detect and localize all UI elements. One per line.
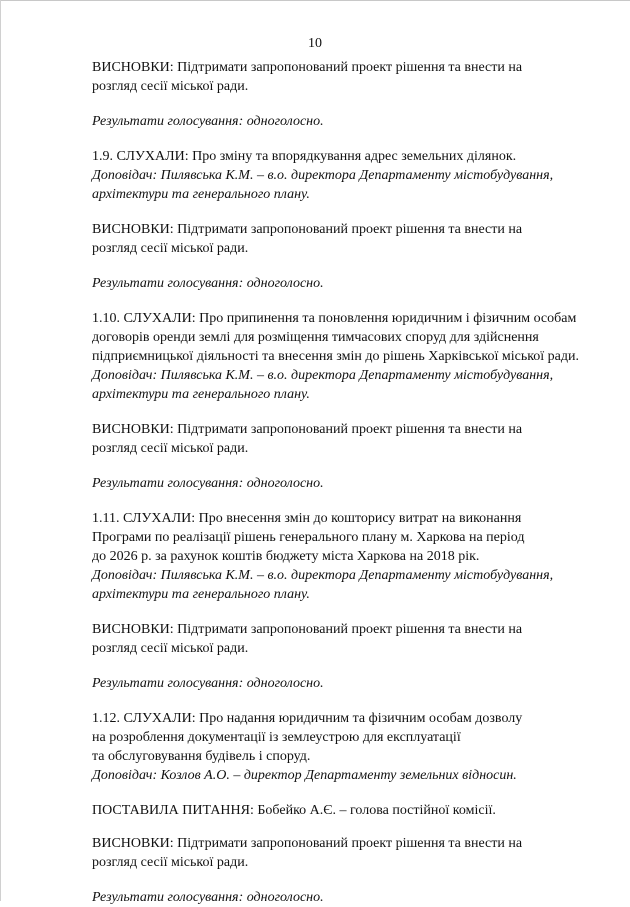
heard-line: 1.9. СЛУХАЛИ: Про зміну та впорядкування адрес земельних ділянок.: [92, 149, 517, 164]
page-number: 10: [308, 36, 322, 51]
heard-line: 1.11. СЛУХАЛИ: Про внесення змін до кошторису витрат на виконання: [92, 511, 522, 526]
heard-line: підприємницької діяльності та внесення змін до рішень Харківської міської ради.: [92, 349, 580, 364]
vote-result: Результати голосування: одноголосно.: [92, 276, 324, 291]
speaker-line: Доповідач: Пилявська К.М. – в.о. директора Департаменту містобудування,: [92, 168, 554, 183]
heard-line: та обслуговування будівель і споруд.: [92, 749, 311, 764]
heard-line: на розроблення документації із землеустрою для експлуатації: [92, 730, 461, 745]
speaker-line: архітектури та генерального плану.: [92, 387, 310, 402]
heard-line: 1.10. СЛУХАЛИ: Про припинення та поновлення юридичним і фізичним особам: [92, 311, 577, 326]
heard-line: до 2026 р. за рахунок коштів бюджету міста Харкова на 2018 рік.: [92, 549, 480, 564]
document-body: [92, 58, 612, 907]
vote-result: Результати голосування: одноголосно.: [92, 676, 324, 691]
scan-top-edge: [0, 0, 630, 1]
speaker-line: архітектури та генерального плану.: [92, 187, 310, 202]
conclusion-line: розгляд сесії міської ради.: [92, 441, 249, 456]
conclusion-line: розгляд сесії міської ради.: [92, 241, 249, 256]
scan-left-edge: [0, 0, 1, 901]
question-line: ПОСТАВИЛА ПИТАННЯ: Бобейко А.Є. – голова постійної комісії.: [92, 803, 496, 818]
speaker-line: Доповідач: Пилявська К.М. – в.о. директора Департаменту містобудування,: [92, 368, 554, 383]
conclusion-line: ВИСНОВКИ: Підтримати запропонований проект рішення та внести на: [92, 422, 523, 437]
conclusion-line: розгляд сесії міської ради.: [92, 641, 249, 656]
conclusion-line: ВИСНОВКИ: Підтримати запропонований проект рішення та внести на: [92, 60, 523, 75]
speaker-line: Доповідач: Пилявська К.М. – в.о. директора Департаменту містобудування,: [92, 568, 554, 583]
conclusion-line: розгляд сесії міської ради.: [92, 79, 249, 94]
heard-line: 1.12. СЛУХАЛИ: Про надання юридичним та фізичним особам дозволу: [92, 711, 523, 726]
vote-result: Результати голосування: одноголосно.: [92, 114, 324, 129]
conclusion-line: ВИСНОВКИ: Підтримати запропонований проект рішення та внести на: [92, 222, 523, 237]
conclusion-line: ВИСНОВКИ: Підтримати запропонований проект рішення та внести на: [92, 836, 523, 851]
vote-result: Результати голосування: одноголосно.: [92, 476, 324, 491]
heard-line: договорів оренди землі для розміщення тимчасових споруд для здійснення: [92, 330, 539, 345]
vote-result: Результати голосування: одноголосно.: [92, 890, 324, 905]
heard-line: Програми по реалізації рішень генерального плану м. Харкова на період: [92, 530, 525, 545]
conclusion-line: розгляд сесії міської ради.: [92, 855, 249, 870]
speaker-line: архітектури та генерального плану.: [92, 587, 310, 602]
conclusion-line: ВИСНОВКИ: Підтримати запропонований проект рішення та внести на: [92, 622, 523, 637]
speaker-line: Доповідач: Козлов А.О. – директор Департаменту земельних відносин.: [92, 768, 517, 783]
